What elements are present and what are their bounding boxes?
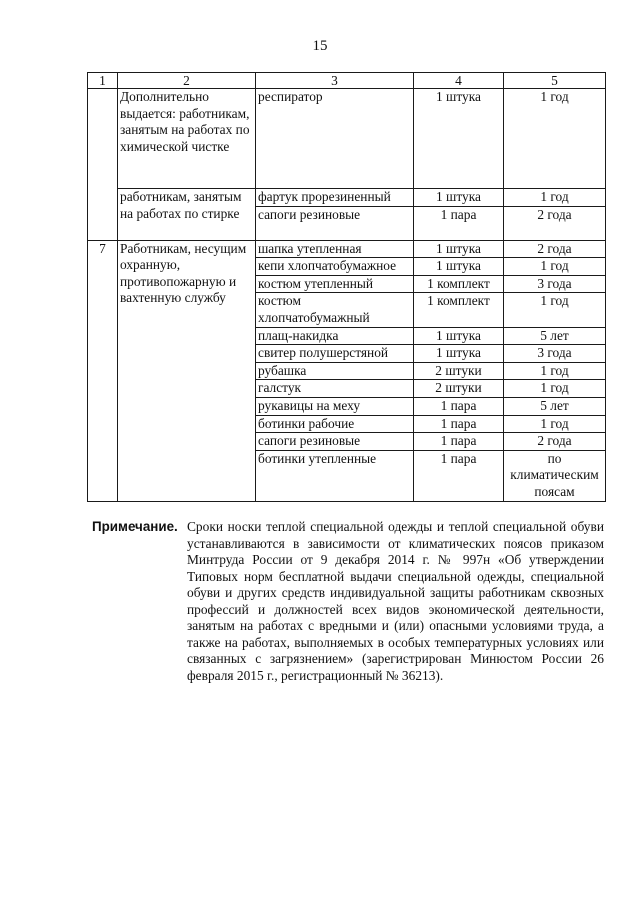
header-cell: 5 [504,73,606,89]
term-cell: 1 год [504,415,606,433]
item-name-cell: плащ-накидка [256,327,414,345]
term-cell: по климатическим поясам [504,450,606,501]
header-cell: 2 [118,73,256,89]
term-cell: 5 лет [504,327,606,345]
item-name-cell: рубашка [256,362,414,380]
item-name-cell: кепи хлопчатобумажное [256,258,414,276]
quantity-cell: 1 пара [414,433,504,451]
item-name-cell: ботинки рабочие [256,415,414,433]
quantity-cell: 1 пара [414,450,504,501]
term-cell: 1 год [504,89,606,189]
term-cell: 5 лет [504,397,606,415]
item-name-cell: респиратор [256,89,414,189]
item-name-cell: сапоги резиновые [256,206,414,240]
term-cell: 3 года [504,275,606,293]
quantity-cell: 1 комплект [414,275,504,293]
term-cell: 1 год [504,293,606,327]
header-cell: 1 [88,73,118,89]
page-number: 15 [312,38,328,54]
quantity-cell: 1 штука [414,89,504,189]
category-cell: Дополнительно выдается: работникам, занятым на работах по химической чистке [118,89,256,189]
quantity-cell: 1 штука [414,258,504,276]
item-name-cell: ботинки утепленные [256,450,414,501]
note-label: Примечание. [92,519,178,534]
item-name-cell: свитер полушерстяной [256,345,414,363]
quantity-cell: 2 штуки [414,362,504,380]
norms-table [87,72,606,502]
item-name-cell: галстук [256,380,414,398]
table-row [88,240,606,258]
term-cell: 1 год [504,189,606,207]
item-name-cell: фартук прорезиненный [256,189,414,207]
category-cell: Работникам, несущим охранную, противопожарную и вахтенную службу [118,240,256,501]
term-cell: 2 года [504,433,606,451]
quantity-cell: 1 штука [414,327,504,345]
term-cell: 2 года [504,206,606,240]
note-text: Сроки носки теплой специальной одежды и теплой специальной обуви устанавливаются в зависимости от климатических поясов приказом Минтруда России от 9 декабря 2014 г. № 997н «Об утверждении Типовых норм бесплатной выдачи специальной одежды, специальной обуви и других средств индивидуальной защиты работникам сквозных профессий и должностей всех видов экономической деятельности, занятым на работах с вредными и (или) опасными условиями труда, а также на работах, выполняемых в особых температурных условиях или связанных с загрязнением» (зарегистрирован Минюстом России 26 февраля 2015 г., регистрационный № 36213). [187,519,604,683]
header-cell: 3 [256,73,414,89]
quantity-cell: 1 пара [414,415,504,433]
note-section [92,519,604,684]
table-header-row [88,73,606,89]
item-name-cell: шапка утепленная [256,240,414,258]
category-cell: работникам, занятым на работах по стирке [118,189,256,241]
item-name-cell: костюм хлопчатобумажный [256,293,414,327]
row-number-cell: 7 [88,240,118,501]
quantity-cell: 1 штука [414,240,504,258]
table-row [88,189,606,207]
quantity-cell: 1 штука [414,189,504,207]
row-number-cell [88,89,118,241]
quantity-cell: 2 штуки [414,380,504,398]
term-cell: 1 год [504,258,606,276]
term-cell: 1 год [504,380,606,398]
term-cell: 3 года [504,345,606,363]
term-cell: 1 год [504,362,606,380]
header-cell: 4 [414,73,504,89]
quantity-cell: 1 пара [414,397,504,415]
item-name-cell: рукавицы на меху [256,397,414,415]
quantity-cell: 1 пара [414,206,504,240]
item-name-cell: костюм утепленный [256,275,414,293]
quantity-cell: 1 комплект [414,293,504,327]
item-name-cell: сапоги резиновые [256,433,414,451]
quantity-cell: 1 штука [414,345,504,363]
term-cell: 2 года [504,240,606,258]
table-row [88,89,606,189]
